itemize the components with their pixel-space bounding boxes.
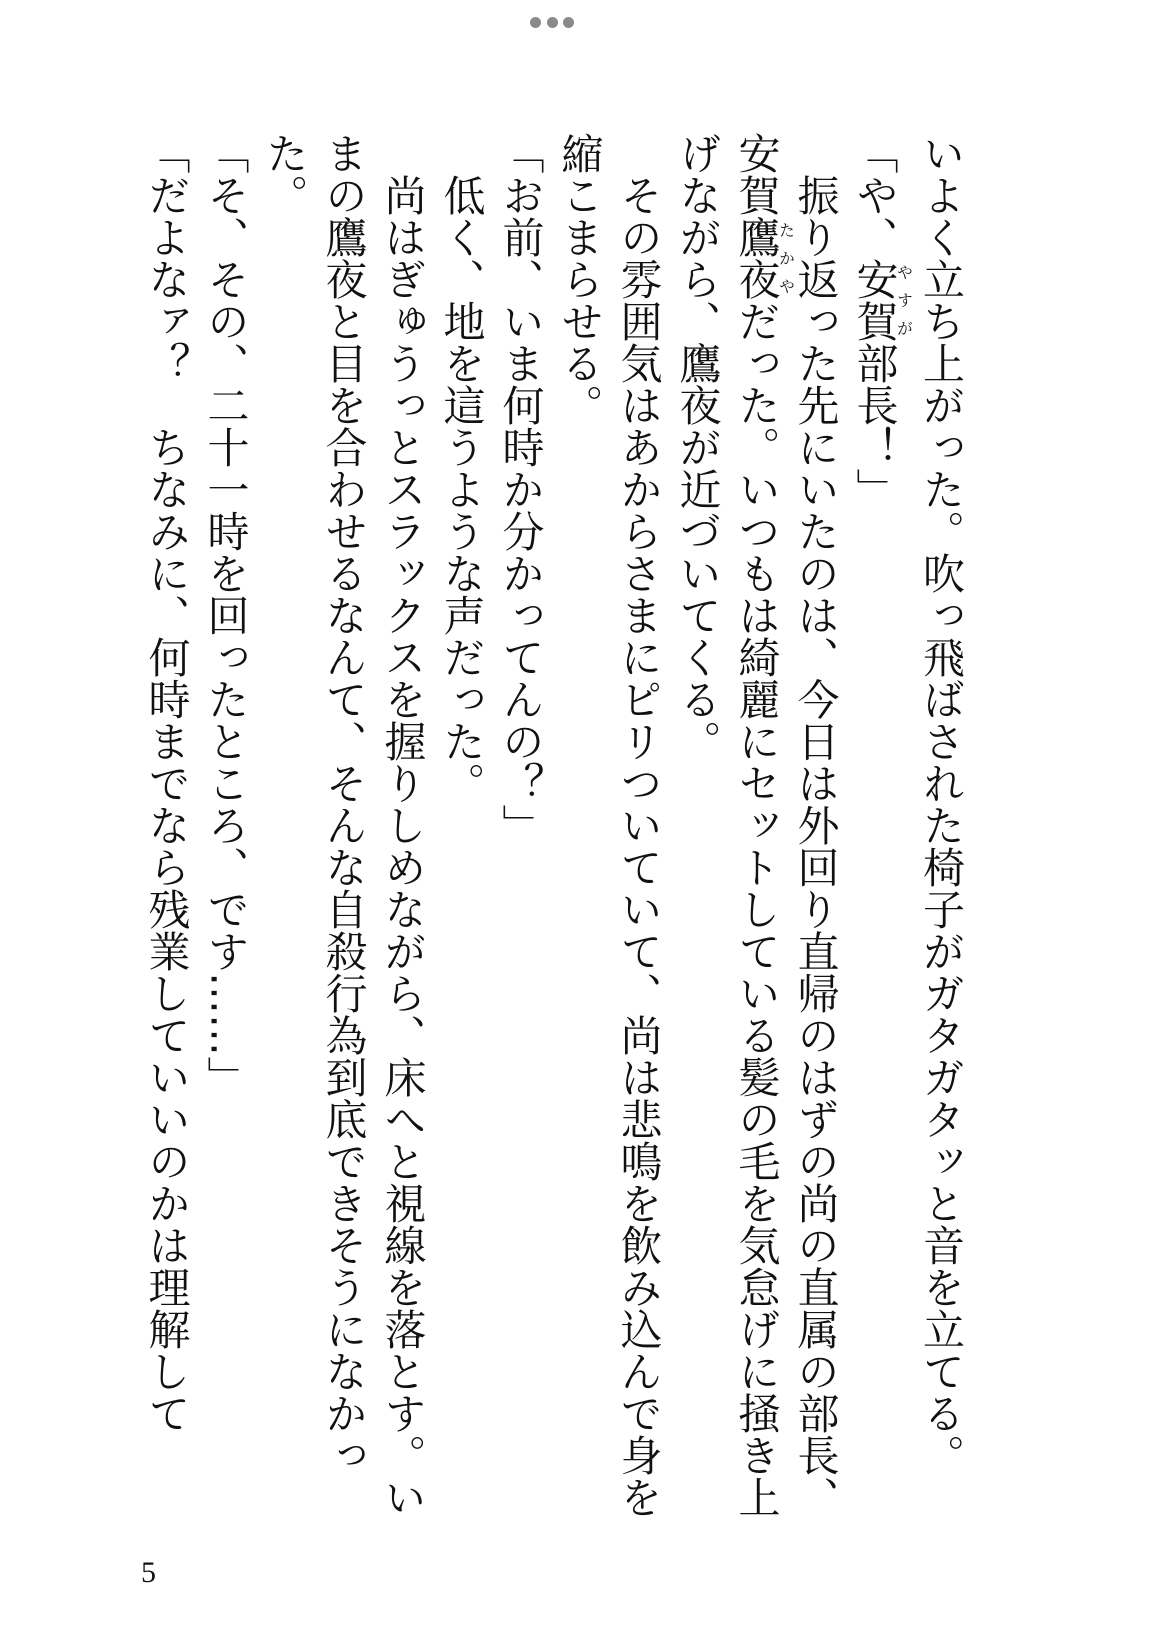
ruby-takaya [732, 216, 796, 300]
dot-2 [547, 17, 558, 28]
paragraph-2 [846, 132, 913, 1527]
paragraph-8: 「そ、その、二十一時を回ったところ、です……」 [201, 132, 251, 1098]
ruby-base: 安賀 [850, 258, 900, 342]
paragraph-5: 「お前、いま何時か分かってんの？」 [496, 132, 546, 846]
paragraph-3-after: だった。いつもは綺麗にセットしている髪の毛を気怠げに掻き上げながら、鷹夜が近づいてくる。 [673, 132, 782, 1518]
paragraph-7: 尚はぎゅうっとスラックスを握りしめながら、床へと視線を落とす。いまの鷹夜と目を合わせるなんて、そんな自殺行為到底できそうになかった。 [260, 132, 428, 1518]
dot-3 [563, 17, 574, 28]
ruby-reading: やすが [894, 258, 914, 342]
paragraph-3 [669, 132, 846, 1527]
page-number: 5 [141, 1556, 156, 1589]
paragraph-9: 「だよなァ？ ちなみに、何時までなら残業していいのかは理解して [142, 132, 192, 1434]
dot-1 [530, 17, 541, 28]
paragraph-4: その雰囲気はあからさまにピリついていて、尚は悲鳴を飲み込んで身を縮こまらせる。 [555, 132, 664, 1518]
paragraph-1: いよく立ち上がった。吹っ飛ばされた椅子がガタガタッと音を立てる。 [917, 132, 966, 1476]
page-body-text [142, 132, 971, 1527]
ruby-yasuga [850, 258, 914, 342]
ruby-base: 鷹夜 [732, 216, 782, 300]
paragraph-3-before: 振り返った先にいたのは、今日は外回り直帰のはずの尚の直属の部長、安賀 [732, 132, 841, 1518]
section-break-dots [530, 16, 574, 28]
paragraph-2-after: 部長！」 [850, 342, 900, 510]
paragraph-2-before: 「や、 [850, 132, 900, 258]
ruby-reading: たかや [776, 216, 796, 300]
paragraph-6: 低く、地を這うような声だった。 [437, 174, 487, 804]
